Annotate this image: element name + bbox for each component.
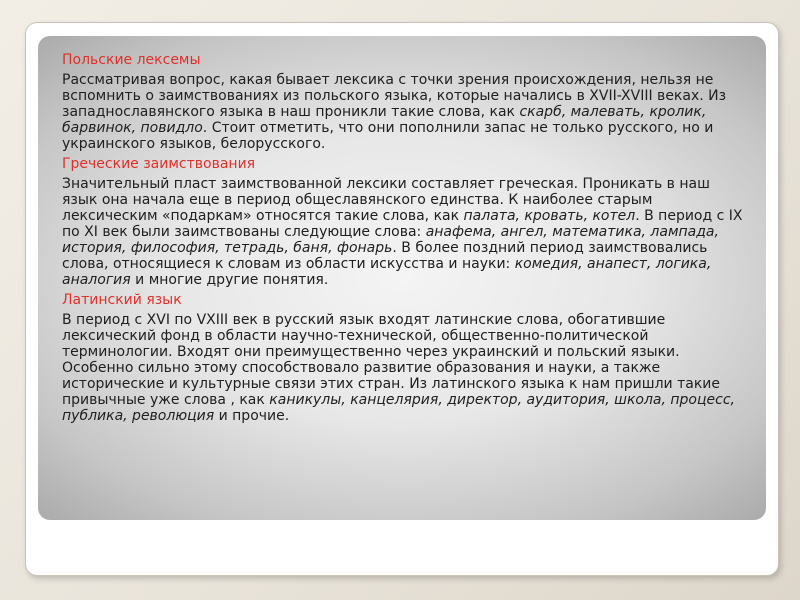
body-text: и прочие.	[214, 408, 290, 424]
example-words: скарб, малевать, кролик, барвинок, повидло	[62, 104, 707, 136]
text-panel	[38, 36, 766, 520]
example-words: каникулы, канцелярия, директор, аудитория, школа, процесс, публика, революция	[62, 392, 735, 424]
body-text: . В период с IX по XI век были заимствованы следующие слова:	[62, 208, 743, 240]
section-body-polish	[62, 72, 744, 152]
body-text: и многие другие понятия.	[130, 272, 329, 288]
example-words: комедия, анапест, логика, аналогия	[62, 256, 712, 288]
section-body-latin	[62, 312, 744, 424]
example-words: анафема, ангел, математика, лампада, история, философия, тетрадь, баня, фонарь	[62, 224, 719, 256]
section-heading-polish: Польские лексемы	[62, 52, 201, 68]
body-text: Рассматривая вопрос, какая бывает лексика с точки зрения происхождения, нельзя не вспомнить о заимствованиях из польского языка, которые начались в XVII-XVIII веках. Из западнославянского языка в наш проникли такие слова, как	[62, 72, 727, 120]
section-body-greek	[62, 176, 744, 288]
section-heading-greek: Греческие заимствования	[62, 156, 256, 172]
section-heading-latin: Латинский язык	[62, 292, 182, 308]
body-text: . Стоит отметить, что они пополнили запас не только русского, но и украинского языков, белорусского.	[62, 120, 714, 152]
body-text: . В более поздний период заимствовались слова, относящиеся к словам из области искусства и науки:	[62, 240, 708, 272]
example-words: палата, кровать, котел	[463, 208, 636, 224]
body-text: Значительный пласт заимствованной лексики составляет греческая. Проникать в наш язык она начала еще в период общеславянского единства. К наиболее старым лексическим «подаркам» относятся такие слова, как	[62, 176, 710, 224]
body-text: В период с XVI по VXIII век в русский язык входят латинские слова, обогатившие лексический фонд в области научно-технической, общественно-политической терминологии. Входят они преимущественно через украинский и польский языки. Особенно сильно этому способствовало развитие образования и науки, а также исторические и культурные связи этих стран. Из латинского языка к нам пришли такие привычные уже слова , как	[62, 312, 720, 408]
